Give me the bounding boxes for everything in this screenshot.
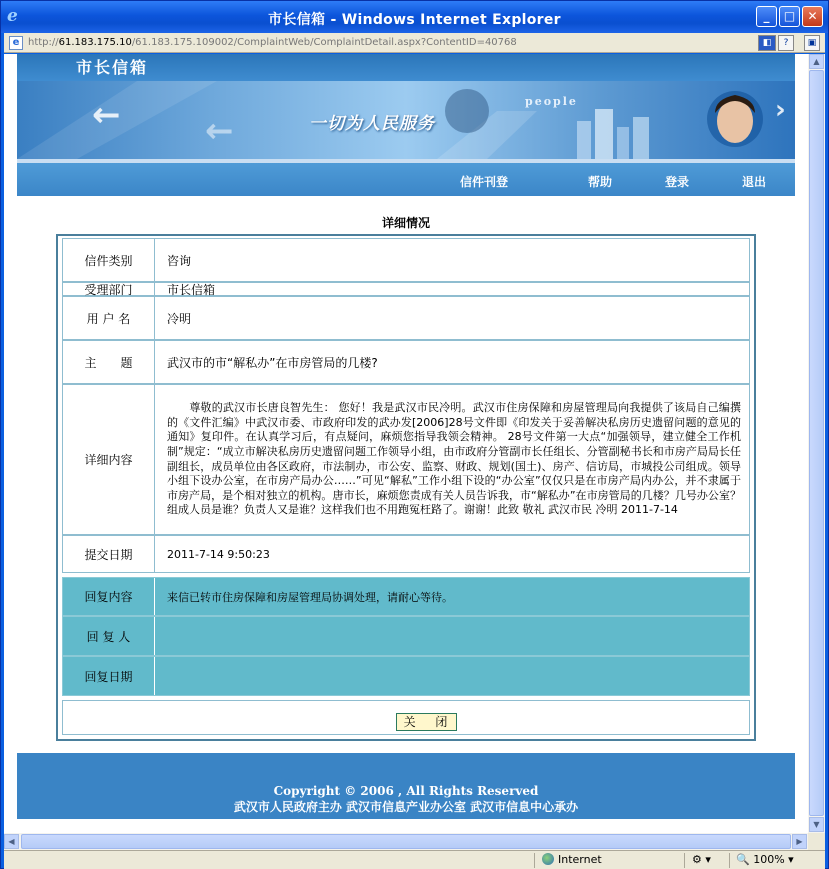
arrow-right-icon: › (775, 95, 786, 125)
row-label: 信件类别 (63, 239, 155, 281)
banner-people-text: people (525, 95, 578, 108)
reply-date-row (62, 656, 750, 696)
status-bar (4, 850, 825, 869)
row-department (62, 282, 750, 296)
copyright: Copyright © 2006 , All Rights Reserved (273, 784, 539, 798)
detail-table (56, 234, 756, 741)
row-label: 回 复 人 (63, 617, 155, 655)
letter-content: 尊敬的武汉市长唐良智先生： 您好！我是武汉市民冷明。武汉市住房保障和房屋管理局向我提供了该局自己编撰的《文件汇编》中武汉市委、市政府印发的武办发[2006]28号文件即《印发关于妥善解决私房历史遗留问题的意见的通知》复印件。在认真学习后，有点疑问，麻烦您指导我领会精神。 28号文件第一大点“加强领导，建立健全工作机制”规定：“成立市解决私房历史遗留问题工作领导小组，由市政府分管副市长任组长、分管副秘书长和市房产局局长任副组长，成员单位由各区政府，市法制办，市公安、监察、财政、规划(国土)、房产、信访局，市城投公司组成。领导小组下设办公室，在市房产局办公……”可见“解私”工作小组下设的“办公室”仅仅只是在市房产局内办公，并不隶属于市房产局，是个相对独立的机构。唐市长，麻烦您责成有关人员告诉我，市“解私办”在市房管局的几楼？几号办公室？组成人员是谁？负责人又是谁？这样我们也不用跑冤枉路了。谢谢！此致 敬礼 武汉市民 冷明 2011-7-14 (167, 401, 741, 517)
ie-logo-icon: e (7, 6, 18, 26)
status-divider (684, 853, 685, 868)
top-nav (17, 159, 795, 196)
horizontal-scroll-thumb[interactable] (21, 834, 791, 849)
arrow-left-icon-2: ← (205, 111, 234, 151)
zoom-level[interactable]: 🔍 100% ▾ (736, 853, 794, 866)
row-label: 用 户 名 (63, 297, 155, 339)
sponsors: 武汉市人民政府主办 武汉市信息产业办公室 武汉市信息中心承办 (233, 800, 579, 814)
row-value: 咨询 (167, 253, 192, 268)
address-bar[interactable] (4, 33, 825, 53)
rss-feed-icon[interactable]: ▣ (804, 35, 820, 51)
page-viewport (4, 54, 808, 833)
compat-view-icon[interactable]: ◧ (758, 35, 776, 51)
status-divider (729, 853, 730, 868)
row-value: 武汉市的市“解私办”在市房管局的几楼? (167, 355, 378, 370)
nav-letters[interactable]: 信件刊登 (460, 175, 509, 189)
row-value: 冷明 (167, 311, 192, 326)
vertical-scrollbar[interactable] (808, 54, 825, 833)
url-text[interactable]: http://61.183.175.10/61.183.175.109002/ComplaintWeb/ComplaintDetail.aspx?ContentID=40768 (28, 37, 517, 48)
row-label: 主 题 (63, 341, 155, 383)
row-subject (62, 340, 750, 384)
close-window-button[interactable]: ✕ (802, 6, 823, 27)
window-title: 市长信箱 - Windows Internet Explorer (268, 12, 561, 28)
site-header (17, 54, 795, 196)
minimize-button[interactable]: _ (756, 6, 777, 27)
reply-date-value (167, 657, 741, 695)
scroll-right-icon[interactable]: ▶ (792, 834, 807, 849)
scroll-left-icon[interactable]: ◀ (4, 834, 19, 849)
horizontal-scrollbar[interactable] (4, 833, 808, 850)
row-category (62, 238, 750, 282)
scroll-down-icon[interactable]: ▼ (809, 817, 824, 832)
scroll-up-icon[interactable]: ▲ (809, 54, 824, 69)
row-label: 提交日期 (63, 536, 155, 572)
reply-content: 来信已转市住房保障和房屋管理局协调处理，请耐心等待。 (167, 590, 453, 604)
security-zone: Internet (542, 853, 602, 866)
banner (17, 81, 795, 159)
row-username (62, 296, 750, 340)
site-footer (17, 753, 795, 819)
status-divider (534, 853, 535, 868)
row-value: 市长信箱 (167, 282, 216, 297)
row-content (62, 384, 750, 535)
protected-mode-icon[interactable]: ⚙ ▾ (692, 853, 711, 866)
row-submit-date (62, 535, 750, 573)
nav-login[interactable]: 登录 (665, 175, 690, 189)
close-button[interactable]: 关 闭 (396, 713, 457, 731)
banner-slogan: 一切为人民服务 (309, 114, 435, 134)
row-label: 回复内容 (63, 578, 155, 615)
scroll-corner (808, 833, 825, 850)
section-title: 详细情况 (381, 216, 430, 230)
arrow-left-icon: ← (92, 95, 121, 135)
nav-help[interactable]: 帮助 (588, 175, 613, 189)
nav-logout[interactable]: 退出 (742, 175, 767, 189)
vertical-scroll-thumb[interactable] (809, 70, 824, 816)
row-value: 2011-7-14 9:50:23 (167, 547, 270, 561)
maximize-button[interactable]: □ (779, 6, 800, 27)
row-label: 受理部门 (63, 283, 155, 295)
page-icon: e (9, 36, 23, 50)
globe-icon (542, 853, 554, 865)
replier-row (62, 616, 750, 656)
row-label: 回复日期 (63, 657, 155, 695)
row-label: 详细内容 (63, 385, 155, 534)
title-bar (1, 1, 828, 33)
site-title: 市长信箱 (17, 54, 795, 81)
reply-content-row (62, 577, 750, 616)
security-report-icon[interactable]: ? (778, 35, 794, 51)
replier-value (167, 617, 741, 655)
